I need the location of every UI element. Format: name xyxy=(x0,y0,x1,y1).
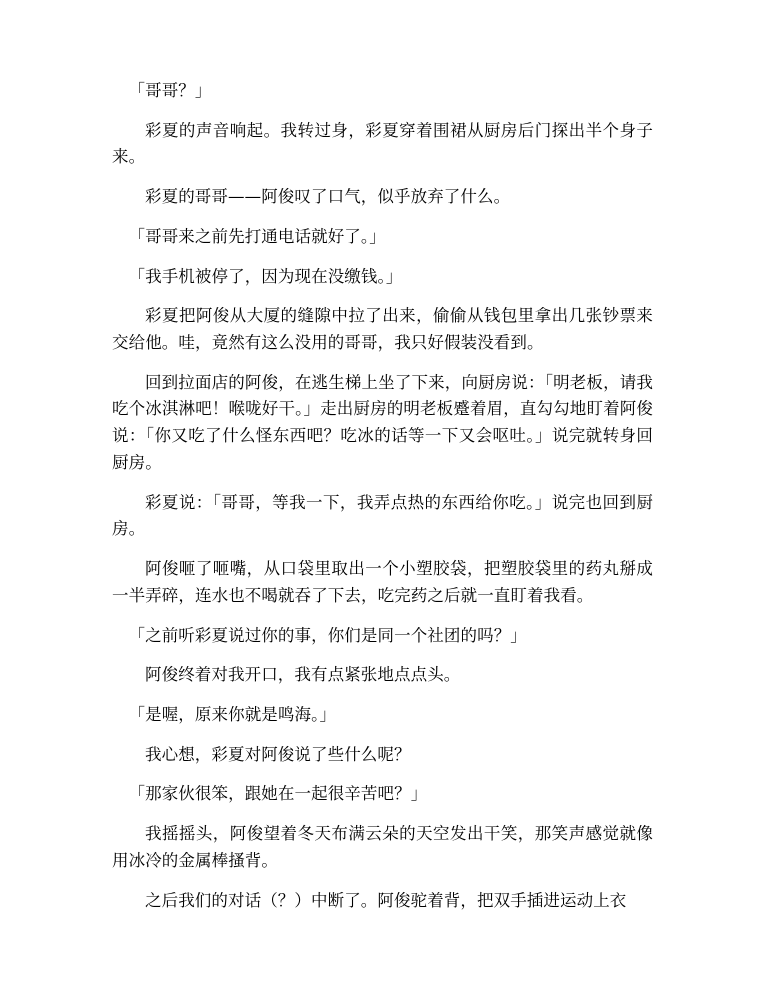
paragraph: 我摇摇头，阿俊望着冬天布满云朵的天空发出干笑，那笑声感觉就像用冰冷的金属棒搔背。 xyxy=(112,824,653,870)
paragraph: 「哥哥来之前先打通电话就好了。」 xyxy=(128,226,386,246)
paragraph: 彩夏的声音响起。我转过身，彩夏穿着围裙从厨房后门探出半个身子来。 xyxy=(112,120,653,167)
paragraph: 阿俊咂了咂嘴，从口袋里取出一个小塑胶袋，把塑胶袋里的药丸掰成一半弄碎，连水也不喝就吞了下去，吃完药之后就一直盯着我看。 xyxy=(112,559,653,605)
paragraph: 之后我们的对话（？）中断了。阿俊驼着背，把双手插进运动上衣 xyxy=(145,890,627,910)
paragraph: 回到拉面店的阿俊，在逃生梯上坐了下来，向厨房说：「明老板，请我吃个冰淇淋吧！喉咙好干。」走出厨房的明老板蹙着眉，直勾勾地盯着阿俊说：「你又吃了什么怪东西吧？吃冰的话等一下又会呕吐。」说完就转身回厨房。 xyxy=(112,372,653,472)
paragraph: 彩夏说：「哥哥，等我一下，我弄点热的东西给你吃。」说完也回到厨房。 xyxy=(112,492,653,539)
paragraph: 彩夏把阿俊从大厦的缝隙中拉了出来，偷偷从钱包里拿出几张钞票来交给他。哇，竟然有这么没用的哥哥，我只好假装没看到。 xyxy=(112,306,653,353)
document-body xyxy=(112,78,653,914)
paragraph: 阿俊终着对我开口，我有点紧张地点点头。 xyxy=(145,665,461,685)
paragraph: 「那家伙很笨，跟她在一起很辛苦吧？」 xyxy=(128,784,428,804)
paragraph: 「之前听彩夏说过你的事，你们是同一个社团的吗？」 xyxy=(128,625,527,645)
paragraph: 「哥哥？」 xyxy=(128,81,212,100)
paragraph: 「是喔，原来你就是鸣海。」 xyxy=(128,704,337,724)
paragraph: 彩夏的哥哥——阿俊叹了口气，似乎放弃了什么。 xyxy=(145,187,511,207)
paragraph: 我心想，彩夏对阿俊说了些什么呢？ xyxy=(145,744,411,764)
paragraph: 「我手机被停了，因为现在没缴钱。」 xyxy=(128,266,403,286)
